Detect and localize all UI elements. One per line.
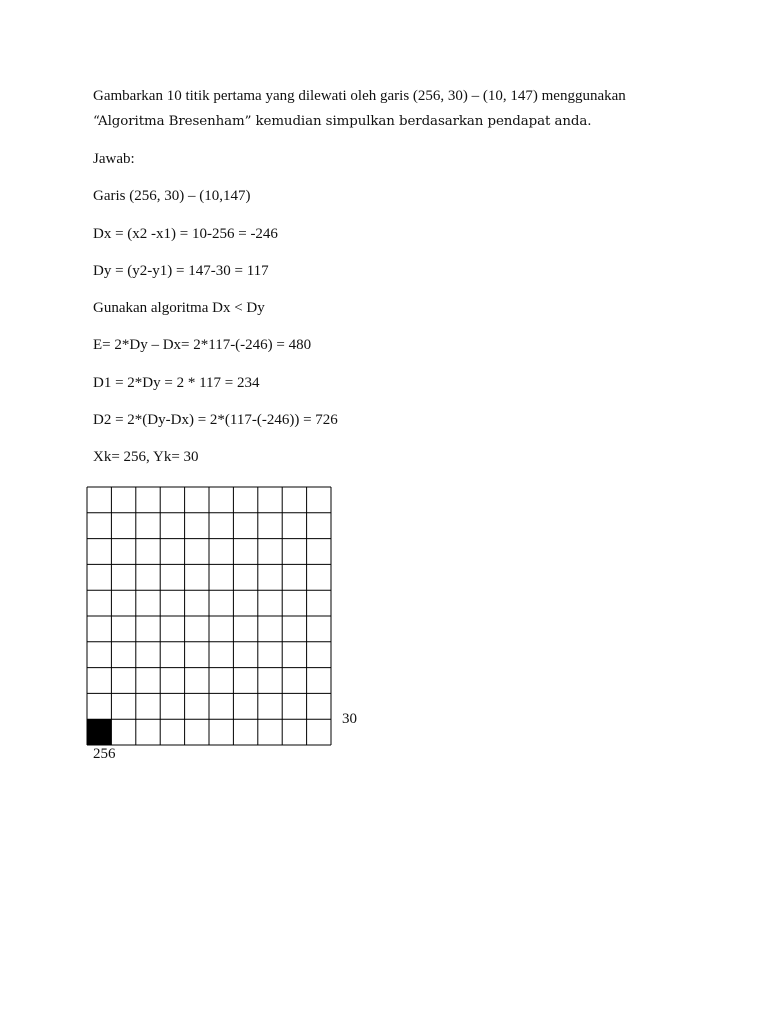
e-formula: E= 2*Dy – Dx= 2*117-(-246) = 480 <box>93 337 312 353</box>
dx-formula: Dx = (x2 -x1) = 10-256 = -246 <box>93 226 278 242</box>
line-definition: Garis (256, 30) – (10,147) <box>93 188 251 204</box>
pixel-grid <box>86 486 332 746</box>
dy-formula: Dy = (y2-y1) = 147-30 = 117 <box>93 263 269 279</box>
question-line-1: Gambarkan 10 titik pertama yang dilewati oleh garis (256, 30) – (10, 147) menggunakan <box>93 88 626 104</box>
d1-formula: D1 = 2*Dy = 2 * 117 = 234 <box>93 375 260 391</box>
question-line-2: “Algoritma Bresenham” kemudian simpulkan berdasarkan pendapat anda. <box>93 114 592 129</box>
algorithm-rule: Gunakan algoritma Dx < Dy <box>93 300 265 316</box>
start-point: Xk= 256, Yk= 30 <box>93 449 199 465</box>
grid-y-label: 30 <box>342 711 357 727</box>
d2-formula: D2 = 2*(Dy-Dx) = 2*(117-(-246)) = 726 <box>93 412 338 428</box>
answer-heading: Jawab: <box>93 151 135 167</box>
filled-pixel-0 <box>87 719 111 745</box>
grid-x-label: 256 <box>93 746 116 762</box>
